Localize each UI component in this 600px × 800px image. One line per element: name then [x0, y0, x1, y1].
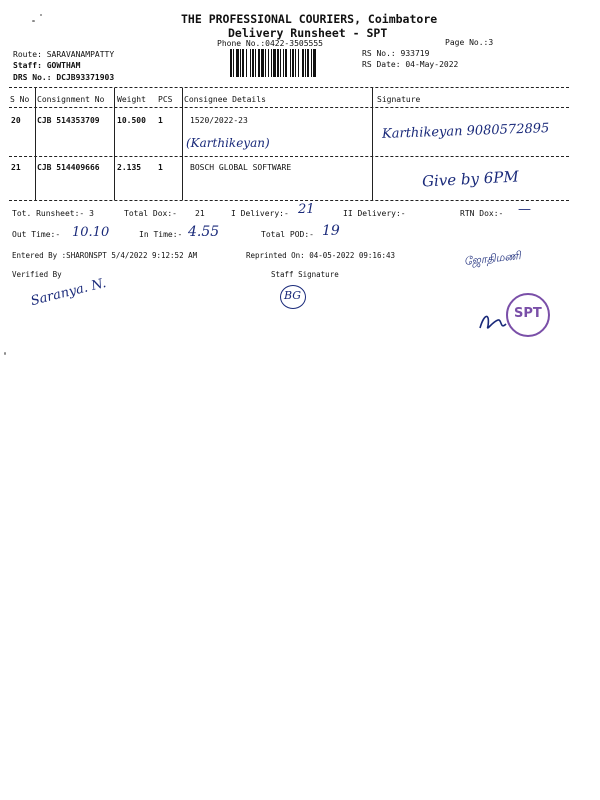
rs-date: RS Date: 04-May-2022 [362, 60, 459, 69]
barcode-bar [233, 49, 234, 77]
row-consignment: CJB 514409666 [37, 163, 100, 172]
total-pod-value: 19 [322, 223, 340, 239]
barcode-bar [302, 49, 304, 77]
column-divider [35, 88, 36, 200]
barcode-bar [311, 49, 312, 77]
barcode [230, 49, 356, 77]
i-delivery-label: I Delivery:- [231, 209, 289, 218]
table-header-rule [9, 107, 569, 108]
row-weight: 2.135 [117, 163, 142, 172]
total-pod-label: Total POD:- [261, 230, 314, 239]
row-consignment: CJB 514353709 [37, 116, 100, 125]
rtn-dox-label: RTN Dox:- [460, 209, 504, 218]
barcode-bar [283, 49, 284, 77]
col-header-consignee: Consignee Details [184, 95, 266, 104]
barcode-bar [258, 49, 260, 77]
out-time-label: Out Time:- [12, 230, 61, 239]
row-consignee-details: BOSCH GLOBAL SOFTWARE [190, 163, 292, 172]
total-runsheet: Tot. Runsheet:- 3 [12, 209, 94, 218]
barcode-bar [285, 49, 287, 77]
staff-signature-initials: BG [284, 289, 302, 302]
runsheet-subtitle: Delivery Runsheet - SPT [228, 26, 388, 40]
rtn-dox-value: — [518, 202, 531, 217]
barcode-bar [242, 49, 244, 77]
barcode-bar [305, 49, 306, 77]
col-header-pcs: PCS [158, 95, 173, 104]
spt-stamp-text: SPT [514, 306, 542, 321]
row-pcs: 1 [158, 116, 163, 125]
staff-signature-label: Staff Signature [271, 270, 339, 279]
in-time-label: In Time:- [139, 230, 183, 239]
route-label: Route: SARAVANAMPATTY [13, 50, 115, 59]
barcode-bar [295, 49, 296, 77]
barcode-bar [271, 49, 272, 77]
col-header-weight: Weight [117, 95, 146, 104]
verified-by-signature: Saranya. N. [29, 275, 108, 310]
handwritten-signature: Karthikeyan 9080572895 [381, 121, 550, 142]
total-dox-value: 21 [195, 209, 205, 218]
barcode-bar [292, 49, 294, 77]
staff-label: Staff: GOWTHAM [13, 61, 81, 70]
barcode-bar [298, 49, 299, 77]
barcode-bar [313, 49, 316, 77]
col-header-consignment: Consignment No [37, 95, 105, 104]
barcode-bar [268, 49, 269, 77]
scan-speck [32, 20, 35, 22]
col-header-sno: S No [10, 95, 30, 104]
scan-speck [40, 14, 42, 16]
row-consignee-details: 1520/2022-23 [190, 116, 248, 125]
entered-by: Entered By :SHARONSPT 5/4/2022 9:12:52 AM [12, 251, 198, 260]
barcode-bar [280, 49, 281, 77]
barcode-bar [230, 49, 232, 77]
barcode-bar [290, 49, 291, 77]
column-divider [182, 88, 183, 200]
reprinted-on: Reprinted On: 04-05-2022 09:16:43 [246, 251, 396, 260]
page-title: THE PROFESSIONAL COURIERS, Coimbatore [181, 12, 438, 26]
page-number: Page No.:3 [445, 38, 494, 47]
ii-delivery-label: II Delivery:- [343, 209, 406, 218]
barcode-bar [236, 49, 239, 77]
row-sno: 20 [11, 116, 21, 125]
column-divider [114, 88, 115, 200]
col-header-signature: Signature [377, 95, 421, 104]
barcode-bar [240, 49, 241, 77]
barcode-bar [250, 49, 251, 77]
out-time-value: 10.10 [72, 225, 110, 240]
handwritten-consignee-name: (Karthikeyan) [186, 136, 270, 150]
barcode-bar [255, 49, 256, 77]
total-dox-label: Total Dox:- [124, 209, 177, 218]
table-top-rule [9, 87, 569, 88]
scan-speck [4, 352, 6, 355]
rs-number: RS No.: 933719 [362, 49, 430, 58]
column-divider [372, 88, 373, 200]
barcode-bar [307, 49, 309, 77]
drs-number: DRS No.: DCJB93371903 [13, 73, 115, 82]
row-pcs: 1 [158, 163, 163, 172]
barcode-bar [246, 49, 247, 77]
table-bottom-rule [9, 200, 569, 201]
barcode-bar [277, 49, 279, 77]
handwritten-signature: Give by 6PM [421, 167, 520, 191]
row-weight: 10.500 [117, 116, 146, 125]
barcode-bar [273, 49, 276, 77]
row-divider [9, 156, 569, 157]
verified-by-label: Verified By [12, 270, 62, 279]
barcode-bar [261, 49, 264, 77]
i-delivery-value: 21 [298, 202, 315, 217]
in-time-value: 4.55 [188, 224, 220, 240]
tamil-signature: ஜோதிமணி [463, 249, 522, 268]
barcode-bar [252, 49, 254, 77]
phone-number: Phone No.:0422-3505555 [217, 39, 323, 48]
row-sno: 21 [11, 163, 21, 172]
barcode-bar [265, 49, 266, 77]
